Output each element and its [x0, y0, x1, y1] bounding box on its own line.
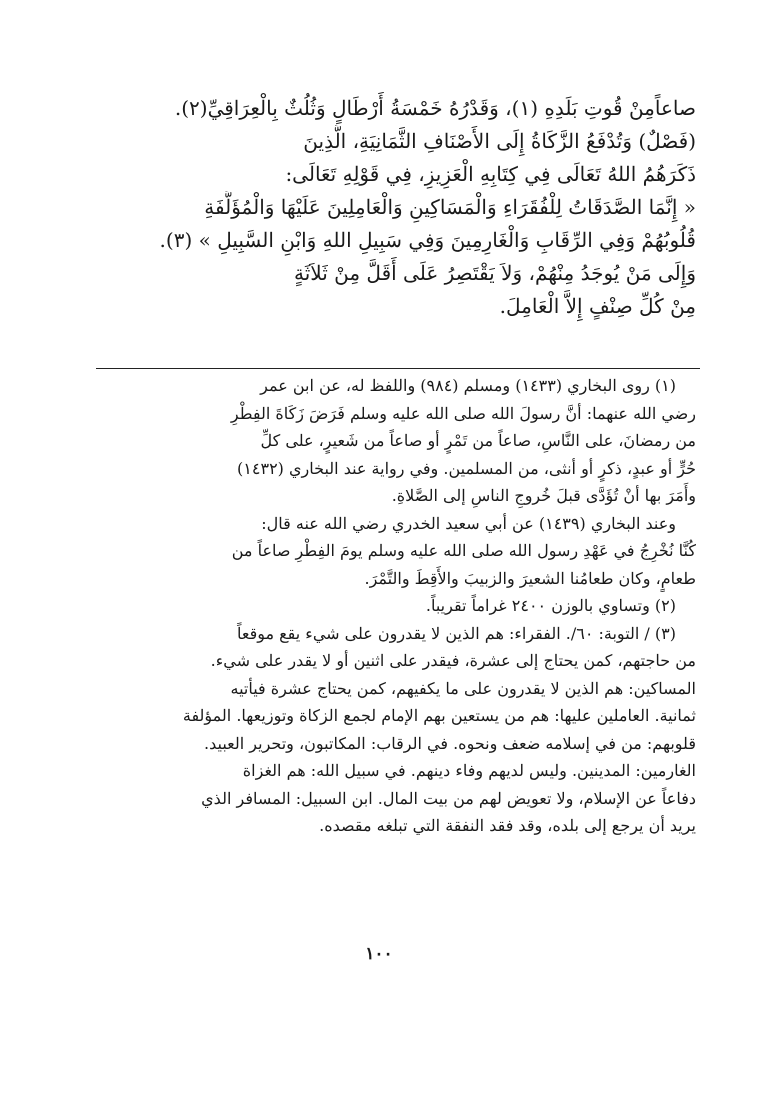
footnote-1	[96, 372, 696, 592]
main-text-line: ذَكَرَهُمُ اللهُ تَعَالَى فِي كِتَابِهِ الْعَزِيزِ، فِي قَوْلِهِ تَعَالَى:	[285, 162, 696, 186]
footnote-line: من حاجتهم، كمن يحتاج إلى عشرة، فيقدر على اثنين أو لا يقدر على شيء.	[210, 651, 696, 670]
footnote-line: وأَمَرَ بها أنْ تُؤَدَّى قبلَ خُروجِ الناسِ إلى الصَّلاةِ.	[391, 486, 696, 505]
main-text-line: صاعاًمِنْ قُوتِ بَلَدِهِ (١)، وَقَدْرُهُ خَمْسَةُ أَرْطَالٍ وَثُلُثٌ بِالْعِرَاقِيِّ(٢).	[174, 96, 696, 120]
footnote-line: كُنَّا نُخْرِجُ في عَهْدِ رسول الله صلى الله عليه وسلم يومَ الفِطْرِ صاعاً من	[231, 541, 696, 560]
footnote-line: قلوبهم: من في إسلامه ضعف ونحوه. في الرقاب: المكاتبون، وتحرير العبيد.	[204, 733, 696, 753]
footnote-line: وعند البخاري (١٤٣٩) عن أبي سعيد الخدري رضي الله عنه قال:	[261, 513, 676, 533]
footnote-line: الغارمين: المدينين. وليس لديهم وفاء دينهم. في سبيل الله: هم الغزاة	[242, 761, 696, 780]
main-text-line: مِنْ كُلِّ صِنْفٍ إِلاَّ الْعَامِلَ.	[499, 294, 696, 318]
footnote-line: رضي الله عنهما: أنَّ رسولَ الله صلى الله عليه وسلم فَرَضَ زَكَاةَ الفِطْرِ	[230, 403, 696, 423]
footnote-3	[96, 620, 696, 840]
main-text	[96, 92, 696, 323]
footnote-line: حُرٍّ أو عبدٍ، ذكرٍ أو أنثى، من المسلمين. وفي رواية عند البخاري (١٤٣٢)	[237, 458, 696, 478]
main-text-line: وَإِلَى مَنْ يُوجَدُ مِنْهُمْ، وَلاَ يَقْتَصِرُ عَلَى أَقَلَّ مِنْ ثَلاَثَةٍ	[293, 261, 696, 285]
main-text-line: « إِنَّمَا الصَّدَقَاتُ لِلْفُقَرَاءِ وَالْمَسَاكِينِ وَالْعَامِلِينَ عَلَيْهَا وَالْمُؤَلَّفَةِ	[204, 195, 696, 219]
footnote-line: دفاعاً عن الإسلام، ولا تعويض لهم من بيت المال. ابن السبيل: المسافر الذي	[201, 788, 696, 808]
footnote-line: ثمانية. العاملين عليها: هم من يستعين بهم الإمام لجمع الزكاة وتوزيعها. المؤلفة	[182, 706, 696, 725]
footnote-2	[96, 592, 696, 620]
main-text-line: (فَصْلٌ) وَتُدْفَعُ الزَّكَاةُ إِلَى الأَصْنَافِ الثَّمَانِيَةِ، الَّذِينَ	[303, 129, 696, 153]
page-number: ١٠٠	[365, 944, 393, 964]
footnote-line: (١) روى البخاري (١٤٣٣) ومسلم (٩٨٤) واللفظ له، عن ابن عمر	[260, 376, 676, 395]
footnote-line: (٣) / التوبة: ٦٠/. الفقراء: هم الذين لا يقدرون على شيء يقع موقعاً	[236, 623, 676, 643]
footnote-line: طعامٍ، وكان طعامُنا الشعيرَ والزبيبَ والأَقِطَ والتَّمْرَ.	[364, 568, 696, 588]
footnotes	[96, 372, 696, 840]
footnote-line: (٢) وتساوي بالوزن ٢٤٠٠ غراماً تقريباً.	[425, 596, 676, 615]
footnote-line: من رمضانَ، على النَّاسِ، صاعاً من تَمْرٍ أو صاعاً من شَعيرٍ، على كلِّ	[260, 431, 696, 450]
footnote-line: المساكين: هم الذين لا يقدرون على ما يكفيهم، كمن يحتاج عشرة فيأتيه	[230, 678, 696, 698]
footnote-separator	[96, 368, 700, 369]
main-text-line: قُلُوبُهُمْ وَفِي الرِّقَابِ وَالْغَارِمِينَ وَفِي سَبِيلِ اللهِ وَابْنِ السَّبِيلِ » (٣).	[159, 228, 696, 252]
footnote-line: يريد أن يرجع إلى بلده، وقد فقد النفقة التي تبلغه مقصده.	[319, 816, 696, 835]
